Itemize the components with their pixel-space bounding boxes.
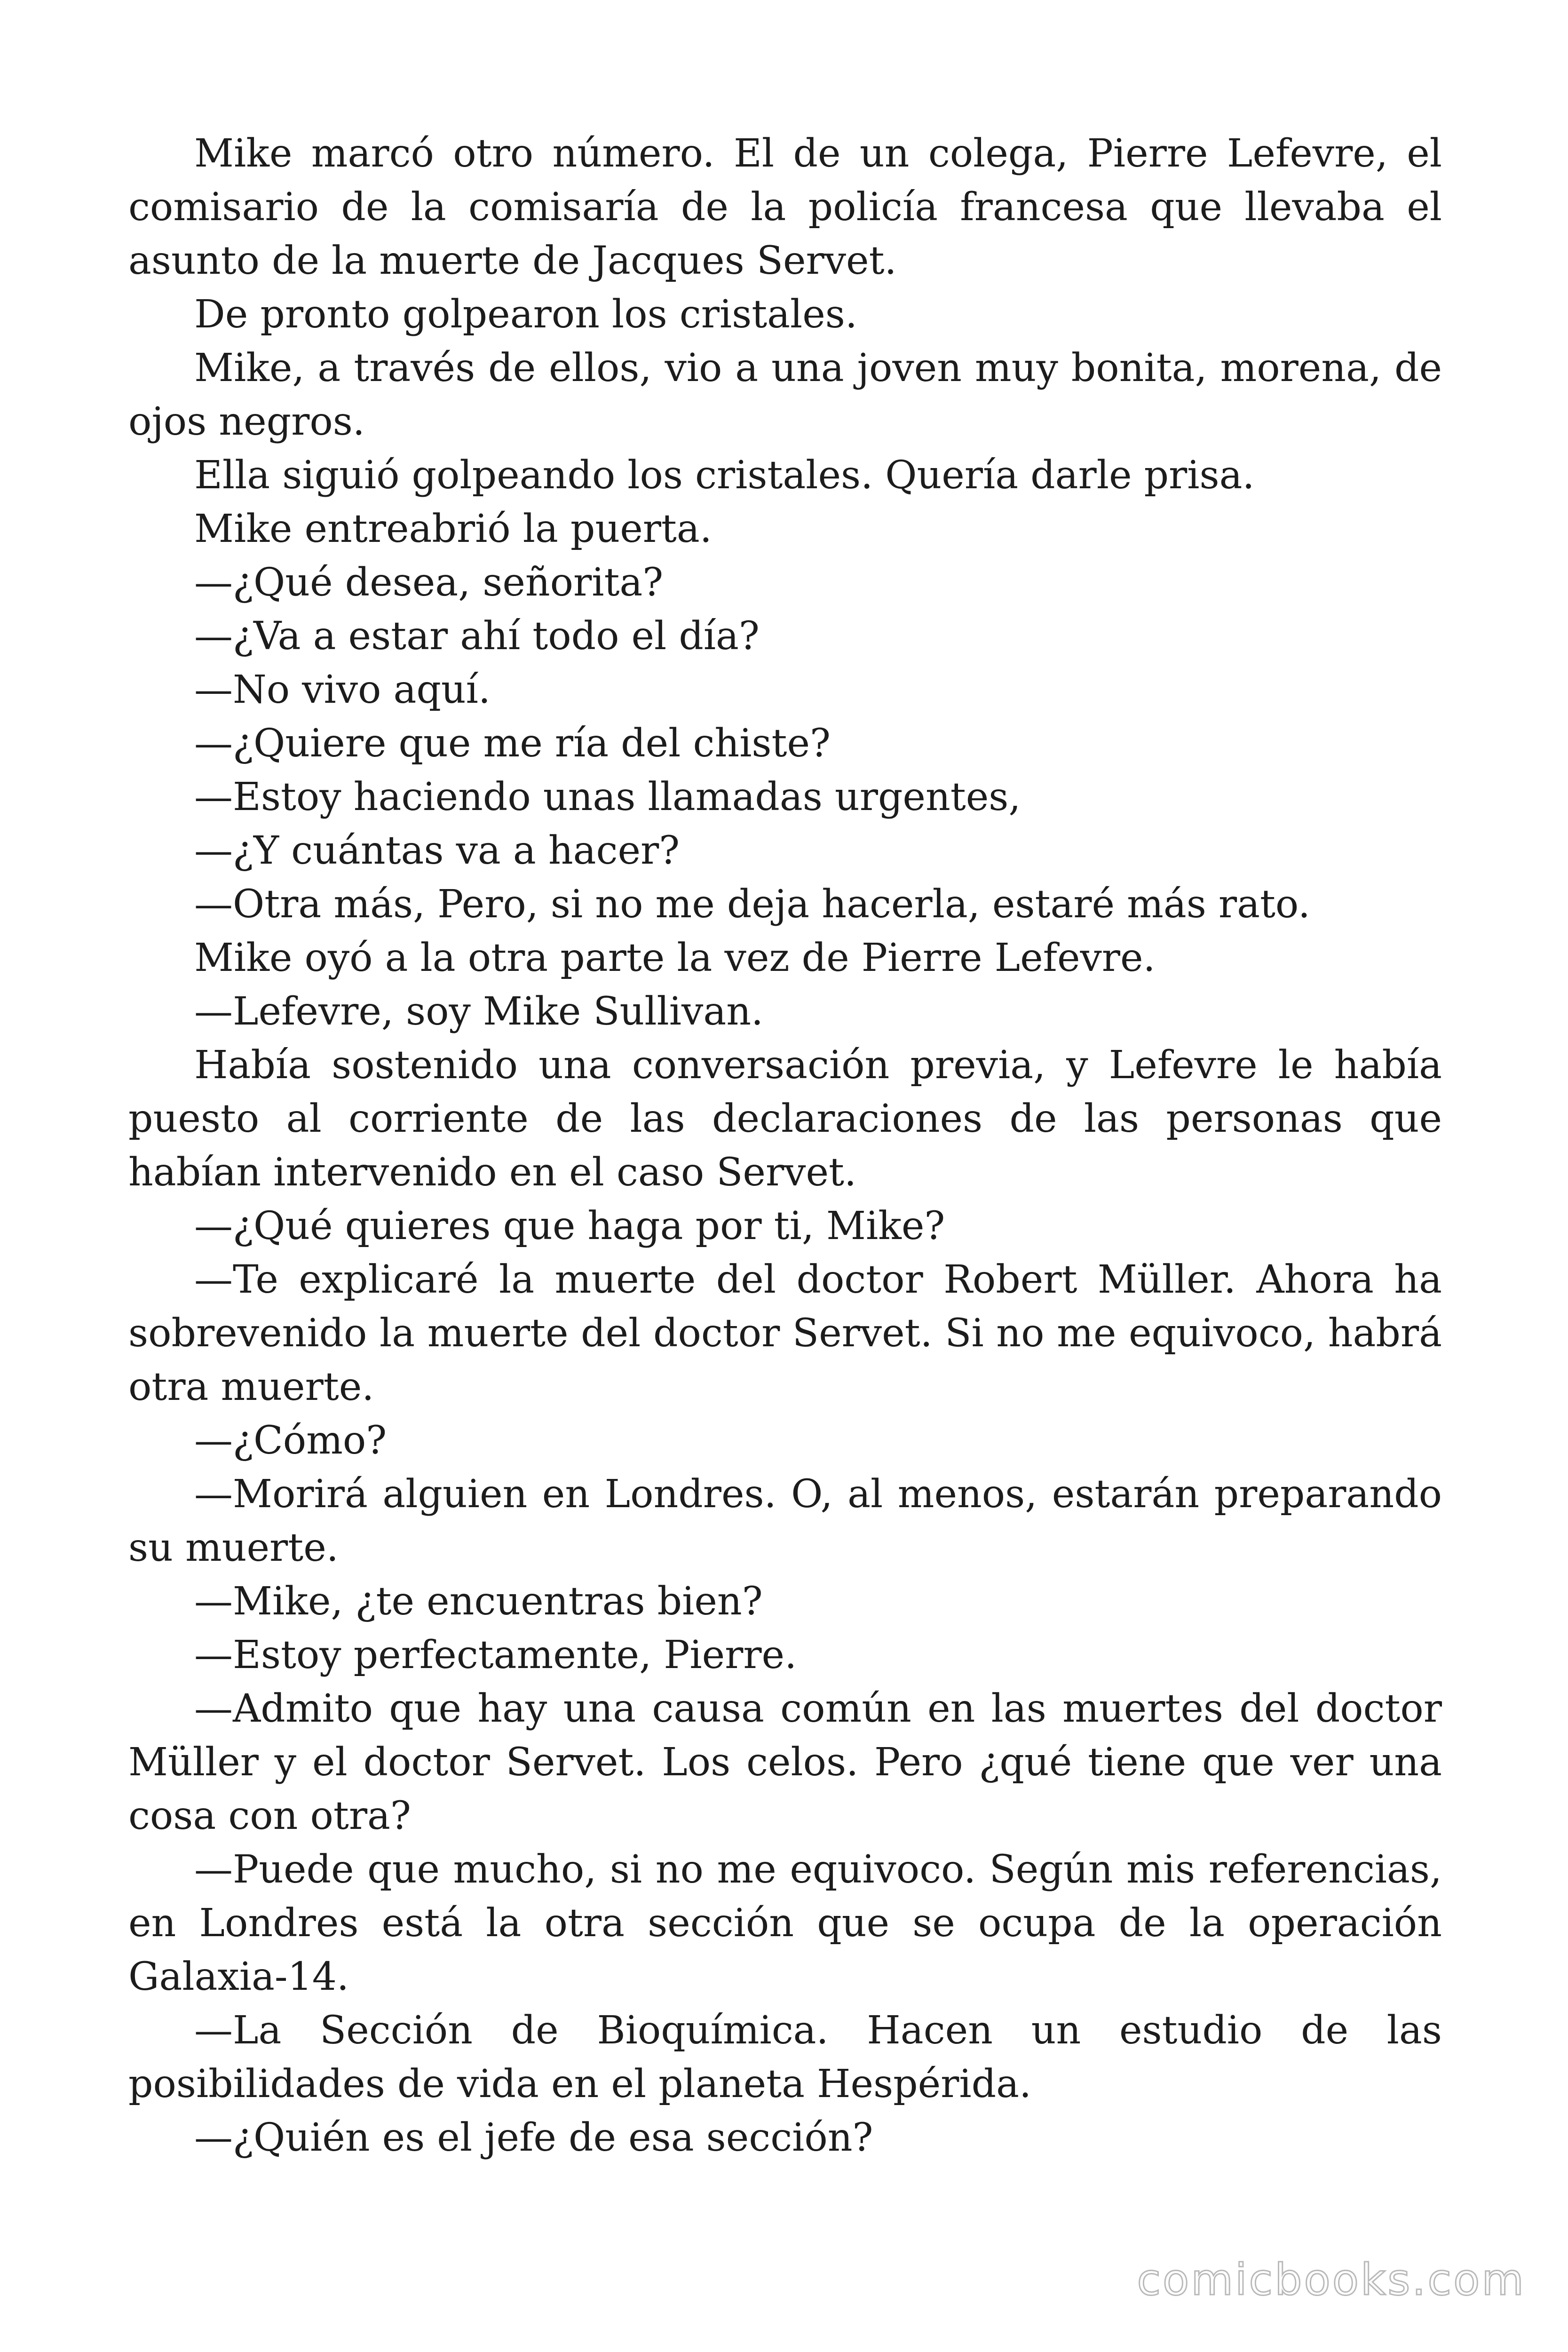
paragraph: —¿Qué quieres que haga por ti, Mike? bbox=[194, 1204, 945, 1248]
paragraph: —¿Quién es el jefe de esa sección? bbox=[194, 2115, 873, 2160]
paragraph: —Admito que hay una causa común en las muertes del doctor Müller y el doctor Servet. Los celos. Pero ¿qué tiene que ver una cosa con otra? bbox=[128, 1686, 1442, 1838]
paragraph: —Lefevre, soy Mike Sullivan. bbox=[194, 989, 764, 1034]
paragraph: Mike marcó otro número. El de un colega, Pierre Lefevre, el comisario de la comisaría de la policía francesa que llevaba el asunto de la muerte de Jacques Servet. bbox=[128, 131, 1442, 283]
paragraph: Mike, a través de ellos, vio a una joven muy bonita, morena, de ojos negros. bbox=[128, 346, 1442, 444]
paragraph: Mike entreabrió la puerta. bbox=[194, 507, 712, 551]
paragraph: —Estoy haciendo unas llamadas urgentes, bbox=[194, 775, 1021, 819]
book-page bbox=[128, 127, 1442, 2165]
paragraph: —¿Cómo? bbox=[194, 1418, 387, 1463]
paragraph: —Te explicaré la muerte del doctor Robert Müller. Ahora ha sobrevenido la muerte del doctor Servet. Si no me equivoco, habrá otra muerte. bbox=[128, 1257, 1442, 1409]
paragraph: Mike oyó a la otra parte la vez de Pierre Lefevre. bbox=[194, 936, 1156, 980]
paragraph: —Puede que mucho, si no me equivoco. Según mis referencias, en Londres está la otra sección que se ocupa de la operación Galaxia-14. bbox=[128, 1847, 1442, 1999]
paragraph: —Mike, ¿te encuentras bien? bbox=[194, 1579, 763, 1624]
paragraph: —¿Quiere que me ría del chiste? bbox=[194, 721, 831, 766]
paragraph: —Estoy perfectamente, Pierre. bbox=[194, 1633, 797, 1677]
paragraph: Había sostenido una conversación previa, y Lefevre le había puesto al corriente de las declaraciones de las personas que habían intervenido en el caso Servet. bbox=[128, 1043, 1442, 1195]
paragraph: —Otra más, Pero, si no me deja hacerla, estaré más rato. bbox=[194, 882, 1310, 927]
paragraph: —La Sección de Bioquímica. Hacen un estudio de las posibilidades de vida en el planeta Hespérida. bbox=[128, 2008, 1442, 2106]
paragraph: —No vivo aquí. bbox=[194, 667, 491, 712]
paragraph: —¿Y cuántas va a hacer? bbox=[194, 828, 680, 873]
paragraph: Ella siguió golpeando los cristales. Quería darle prisa. bbox=[194, 453, 1255, 498]
paragraph: De pronto golpearon los cristales. bbox=[194, 292, 857, 337]
paragraph: —Morirá alguien en Londres. O, al menos, estarán preparando su muerte. bbox=[128, 1472, 1442, 1570]
paragraph: —¿Va a estar ahí todo el día? bbox=[194, 614, 760, 659]
watermark: comicbooks.com bbox=[1137, 2255, 1526, 2305]
paragraph: —¿Qué desea, señorita? bbox=[194, 560, 664, 605]
